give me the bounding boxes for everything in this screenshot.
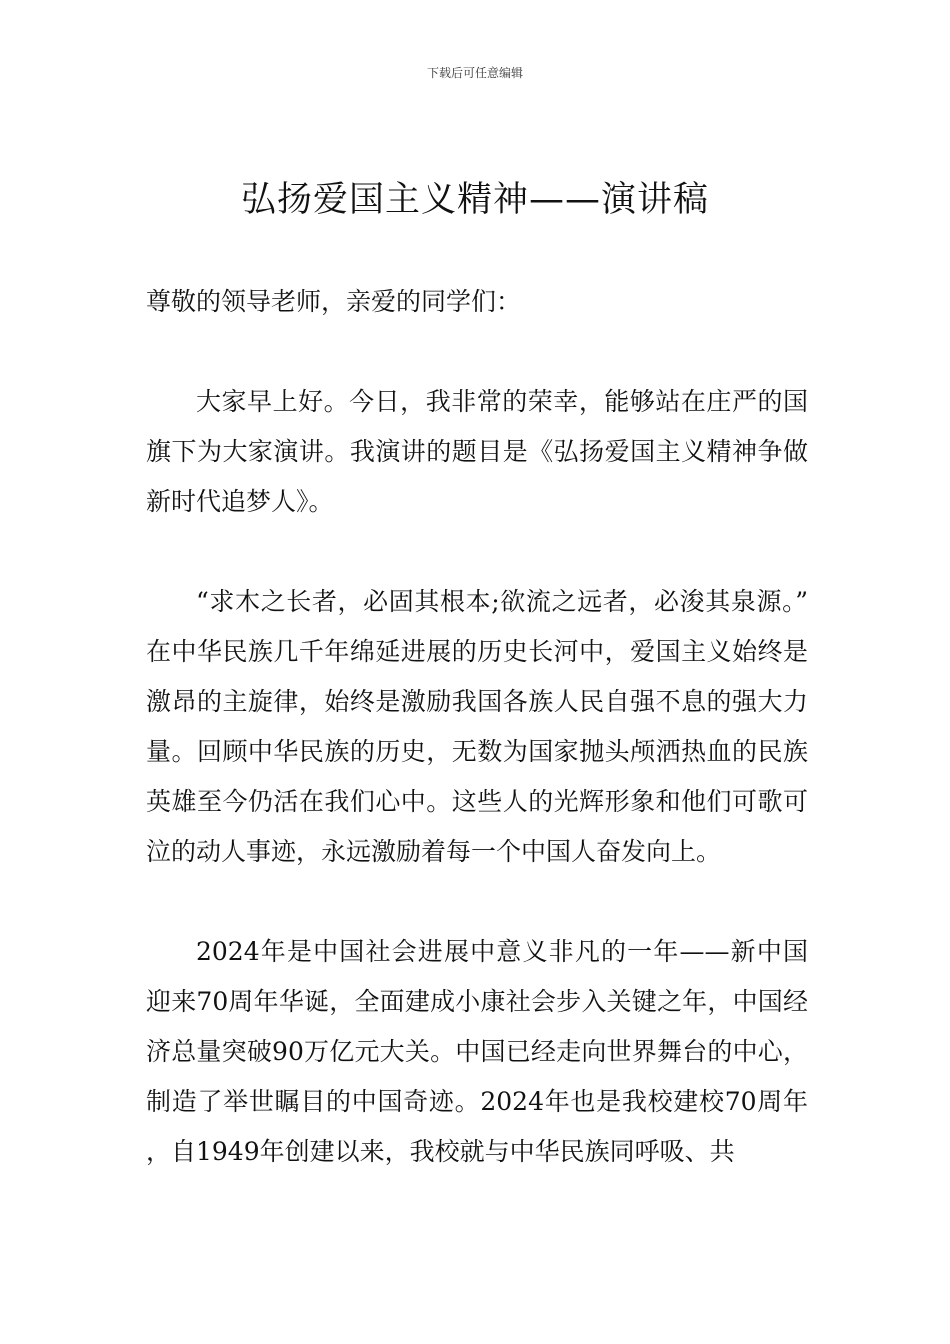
page-header-note: 下载后可任意编辑 (426, 66, 523, 80)
document-body (146, 277, 808, 1177)
paragraph-2: “求木之长者，必固其根本;欲流之远者，必浚其泉源。”在中华民族几千年绵延进展的历史长河中，爱国主义始终是激昂的主旋律，始终是激励我国各族人民自强不息的强大力量。回顾中华民族的历史，无数为国家抛头颅洒热血的民族英雄至今仍活在我们心中。这些人的光辉形象和他们可歌可泣的动人事迹，永远激励着每一个中国人奋发向上。 (146, 587, 808, 866)
salutation: 尊敬的领导老师，亲爱的同学们： (146, 287, 522, 316)
paragraph-1: 大家早上好。今日，我非常的荣幸，能够站在庄严的国旗下为大家演讲。我演讲的题目是《弘扬爱国主义精神争做新时代追梦人》。 (146, 387, 808, 516)
paragraph-3: 2024年是中国社会进展中意义非凡的一年——新中国迎来70周年华诞，全面建成小康社会步入关键之年，中国经济总量突破90万亿元大关。中国已经走向世界舞台的中心，制造了举世瞩目的中国奇迹。2024年也是我校建校70周年，自1949年创建以来，我校就与中华民族同呼吸、共 (146, 937, 808, 1166)
document-title: 弘扬爱国主义精神——演讲稿 (240, 180, 709, 220)
